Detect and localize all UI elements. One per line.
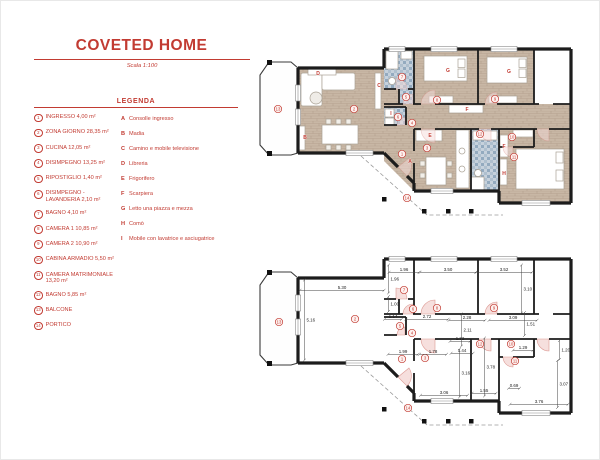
furniture-letter-label: A (408, 158, 412, 165)
dimension-value: 1.32 (455, 336, 465, 341)
dimension-value: 0.69 (509, 383, 519, 388)
room-number-bubble: 12 (34, 291, 43, 300)
legend-label: CAMERA 1 10,85 m² (45, 225, 98, 232)
dimension-value: 3.09 (508, 315, 518, 320)
room-number-bubble: 4 (34, 159, 43, 168)
furnished-plan (260, 46, 571, 215)
furniture-letter-label: F (502, 143, 506, 150)
legend-label: Mobile con lavatrice e asciugatrice (129, 236, 215, 242)
furniture-letter: E (121, 176, 125, 182)
room-number-bubble: 1 (34, 114, 43, 123)
dimension-value: 3.07 (559, 381, 569, 387)
furniture-letter: C (121, 146, 126, 152)
dimension-value: 3.76 (534, 399, 544, 404)
dimension-value: 3.50 (443, 267, 453, 272)
legend-label: Camino e mobile televisione (129, 146, 199, 152)
legend-label: INGRESSO 4,00 m² (45, 114, 96, 120)
dimension-value: 3.78 (486, 364, 496, 370)
furniture-letter-label: B (303, 134, 307, 141)
room-number-bubble: 5 (34, 175, 43, 184)
scale-note: Scala 1:100 (126, 63, 158, 69)
dimension-value: 3.16 (461, 370, 471, 376)
room-marker-number: 8 (435, 305, 439, 311)
room-marker-number: 9 (493, 96, 497, 102)
furniture-letter: H (121, 221, 126, 227)
dimension-value: 1.78 (428, 349, 438, 354)
legend-label: Libreria (129, 161, 148, 167)
legend-label: BALCONE (45, 306, 73, 313)
furniture-letter: G (121, 206, 126, 212)
furniture-letter-label: C (377, 82, 381, 89)
legend-label: ZONA GIORNO 28,35 m² (45, 129, 109, 136)
furniture-letter-label: D (316, 70, 320, 77)
room-marker-number: 11 (511, 154, 517, 160)
room-number-bubble: 6 (34, 190, 43, 199)
room-marker-number: 14 (405, 405, 411, 411)
dimension-value: 5.30 (337, 285, 347, 290)
room-marker-number: 4 (410, 120, 414, 126)
room-marker-number: 3 (425, 145, 429, 151)
room-marker-number: 8 (435, 97, 439, 103)
room-marker-number: 13 (275, 106, 281, 112)
room-number-bubble: 7 (34, 210, 43, 219)
furniture-letter-label: F (465, 106, 469, 113)
furniture-letter: A (121, 116, 126, 122)
room-marker-number: 6 (411, 306, 415, 312)
legend-label: CABINA ARMADIO 5,50 m² (45, 256, 114, 263)
room-marker-number: 1 (400, 151, 404, 157)
dimension-value: 1.96 (399, 267, 409, 272)
room-marker-number: 12 (477, 131, 483, 137)
room-marker-number: 7 (400, 74, 404, 80)
dimension-value: 5.16 (306, 317, 316, 323)
legend-label: BAGNO 5,85 m² (45, 291, 87, 298)
legend-label: PORTICO (45, 322, 71, 329)
furniture-letter: D (121, 161, 126, 167)
dimension-value: 2.72 (422, 314, 432, 319)
dimension-labels (299, 264, 571, 409)
room-marker-number: 9 (492, 305, 496, 311)
page-title: COVETED HOME (75, 37, 208, 54)
dimension-value: 1.00 (390, 301, 400, 307)
room-number-bubble: 11 (34, 271, 43, 280)
room-number-bubble: 3 (34, 144, 43, 153)
furniture-letter-label: E (428, 132, 432, 139)
dimension-value: 1.51 (526, 321, 536, 327)
room-marker-number: 5 (404, 94, 408, 100)
legend-label: RIPOSTIGLIO 1,40 m² (45, 175, 102, 182)
legend-label: BAGNO 4,10 m² (45, 210, 87, 217)
room-marker-number: 2 (353, 316, 357, 322)
dimension-value: 2.28 (462, 315, 472, 320)
furniture-letter: I (121, 236, 123, 242)
room-marker-number: 1 (400, 356, 404, 362)
room-marker-number: 13 (276, 319, 282, 325)
furniture-letter: F (121, 191, 125, 197)
room-marker-number: 10 (509, 134, 515, 140)
dimension-value: 1.96 (390, 276, 400, 282)
legend-label: CAMERA 2 10,90 m² (45, 240, 98, 247)
room-marker-number: 3 (423, 355, 427, 361)
dimension-value: 3.06 (439, 390, 449, 395)
room-marker-number: 10 (508, 341, 514, 347)
legend-label: CUCINA 12,05 m² (45, 144, 91, 151)
furniture-letter-label: H (502, 170, 506, 177)
room-number-bubble: 14 (34, 322, 43, 331)
legend-label: Consolle ingresso (129, 116, 174, 122)
dimension-value: 1.29 (518, 345, 528, 350)
furniture-letter: B (121, 131, 126, 137)
room-marker-number: 6 (396, 114, 400, 120)
room-marker-number: 4 (410, 330, 414, 336)
legend-label: Frigorifero (129, 176, 155, 182)
legend-label: CAMERA MATRIMONIALE 13,20 m² (45, 271, 113, 284)
room-marker-number: 7 (402, 287, 406, 293)
dimension-value: 3.10 (523, 286, 533, 292)
furniture-letter-label: G (507, 68, 511, 75)
room-number-bubble: 10 (34, 256, 43, 265)
dimension-value: 1.20 (561, 347, 571, 353)
furniture-letter-label: G (446, 67, 450, 74)
legend-label: Comò (129, 221, 144, 227)
room-marker-number: 11 (512, 358, 518, 364)
room-marker-number: 12 (477, 341, 483, 347)
legend-label: Letto una piazza e mezza (129, 206, 193, 212)
dimension-value: 1.55 (479, 388, 489, 393)
furniture-letter-label: I (390, 110, 392, 117)
legend-header: LEGENDA (116, 98, 156, 105)
room-number-bubble: 8 (34, 225, 43, 234)
dimension-value: 3.52 (499, 267, 509, 272)
room-marker-number: 5 (398, 323, 402, 329)
room-marker-number: 2 (352, 106, 356, 112)
dimension-value: 1.99 (398, 349, 408, 354)
room-marker-number: 14 (404, 195, 410, 201)
dimension-value: 1.14 (388, 314, 398, 319)
room-number-bubble: 13 (34, 306, 43, 315)
dimensioned-plan (260, 256, 571, 425)
floor-plans (1, 1, 600, 460)
room-number-bubble: 2 (34, 129, 43, 138)
legend-label: Madia (129, 131, 145, 137)
legend-label: DISIMPEGNO 13,25 m² (45, 159, 105, 166)
dimension-value: 1.44 (457, 348, 467, 353)
dimension-value: 2.11 (463, 327, 472, 333)
legend-label: DISIMPEGNO - LAVANDERIA 2,10 m² (45, 190, 101, 203)
legend-label: Scarpiera (129, 191, 153, 197)
room-number-bubble: 9 (34, 240, 43, 249)
